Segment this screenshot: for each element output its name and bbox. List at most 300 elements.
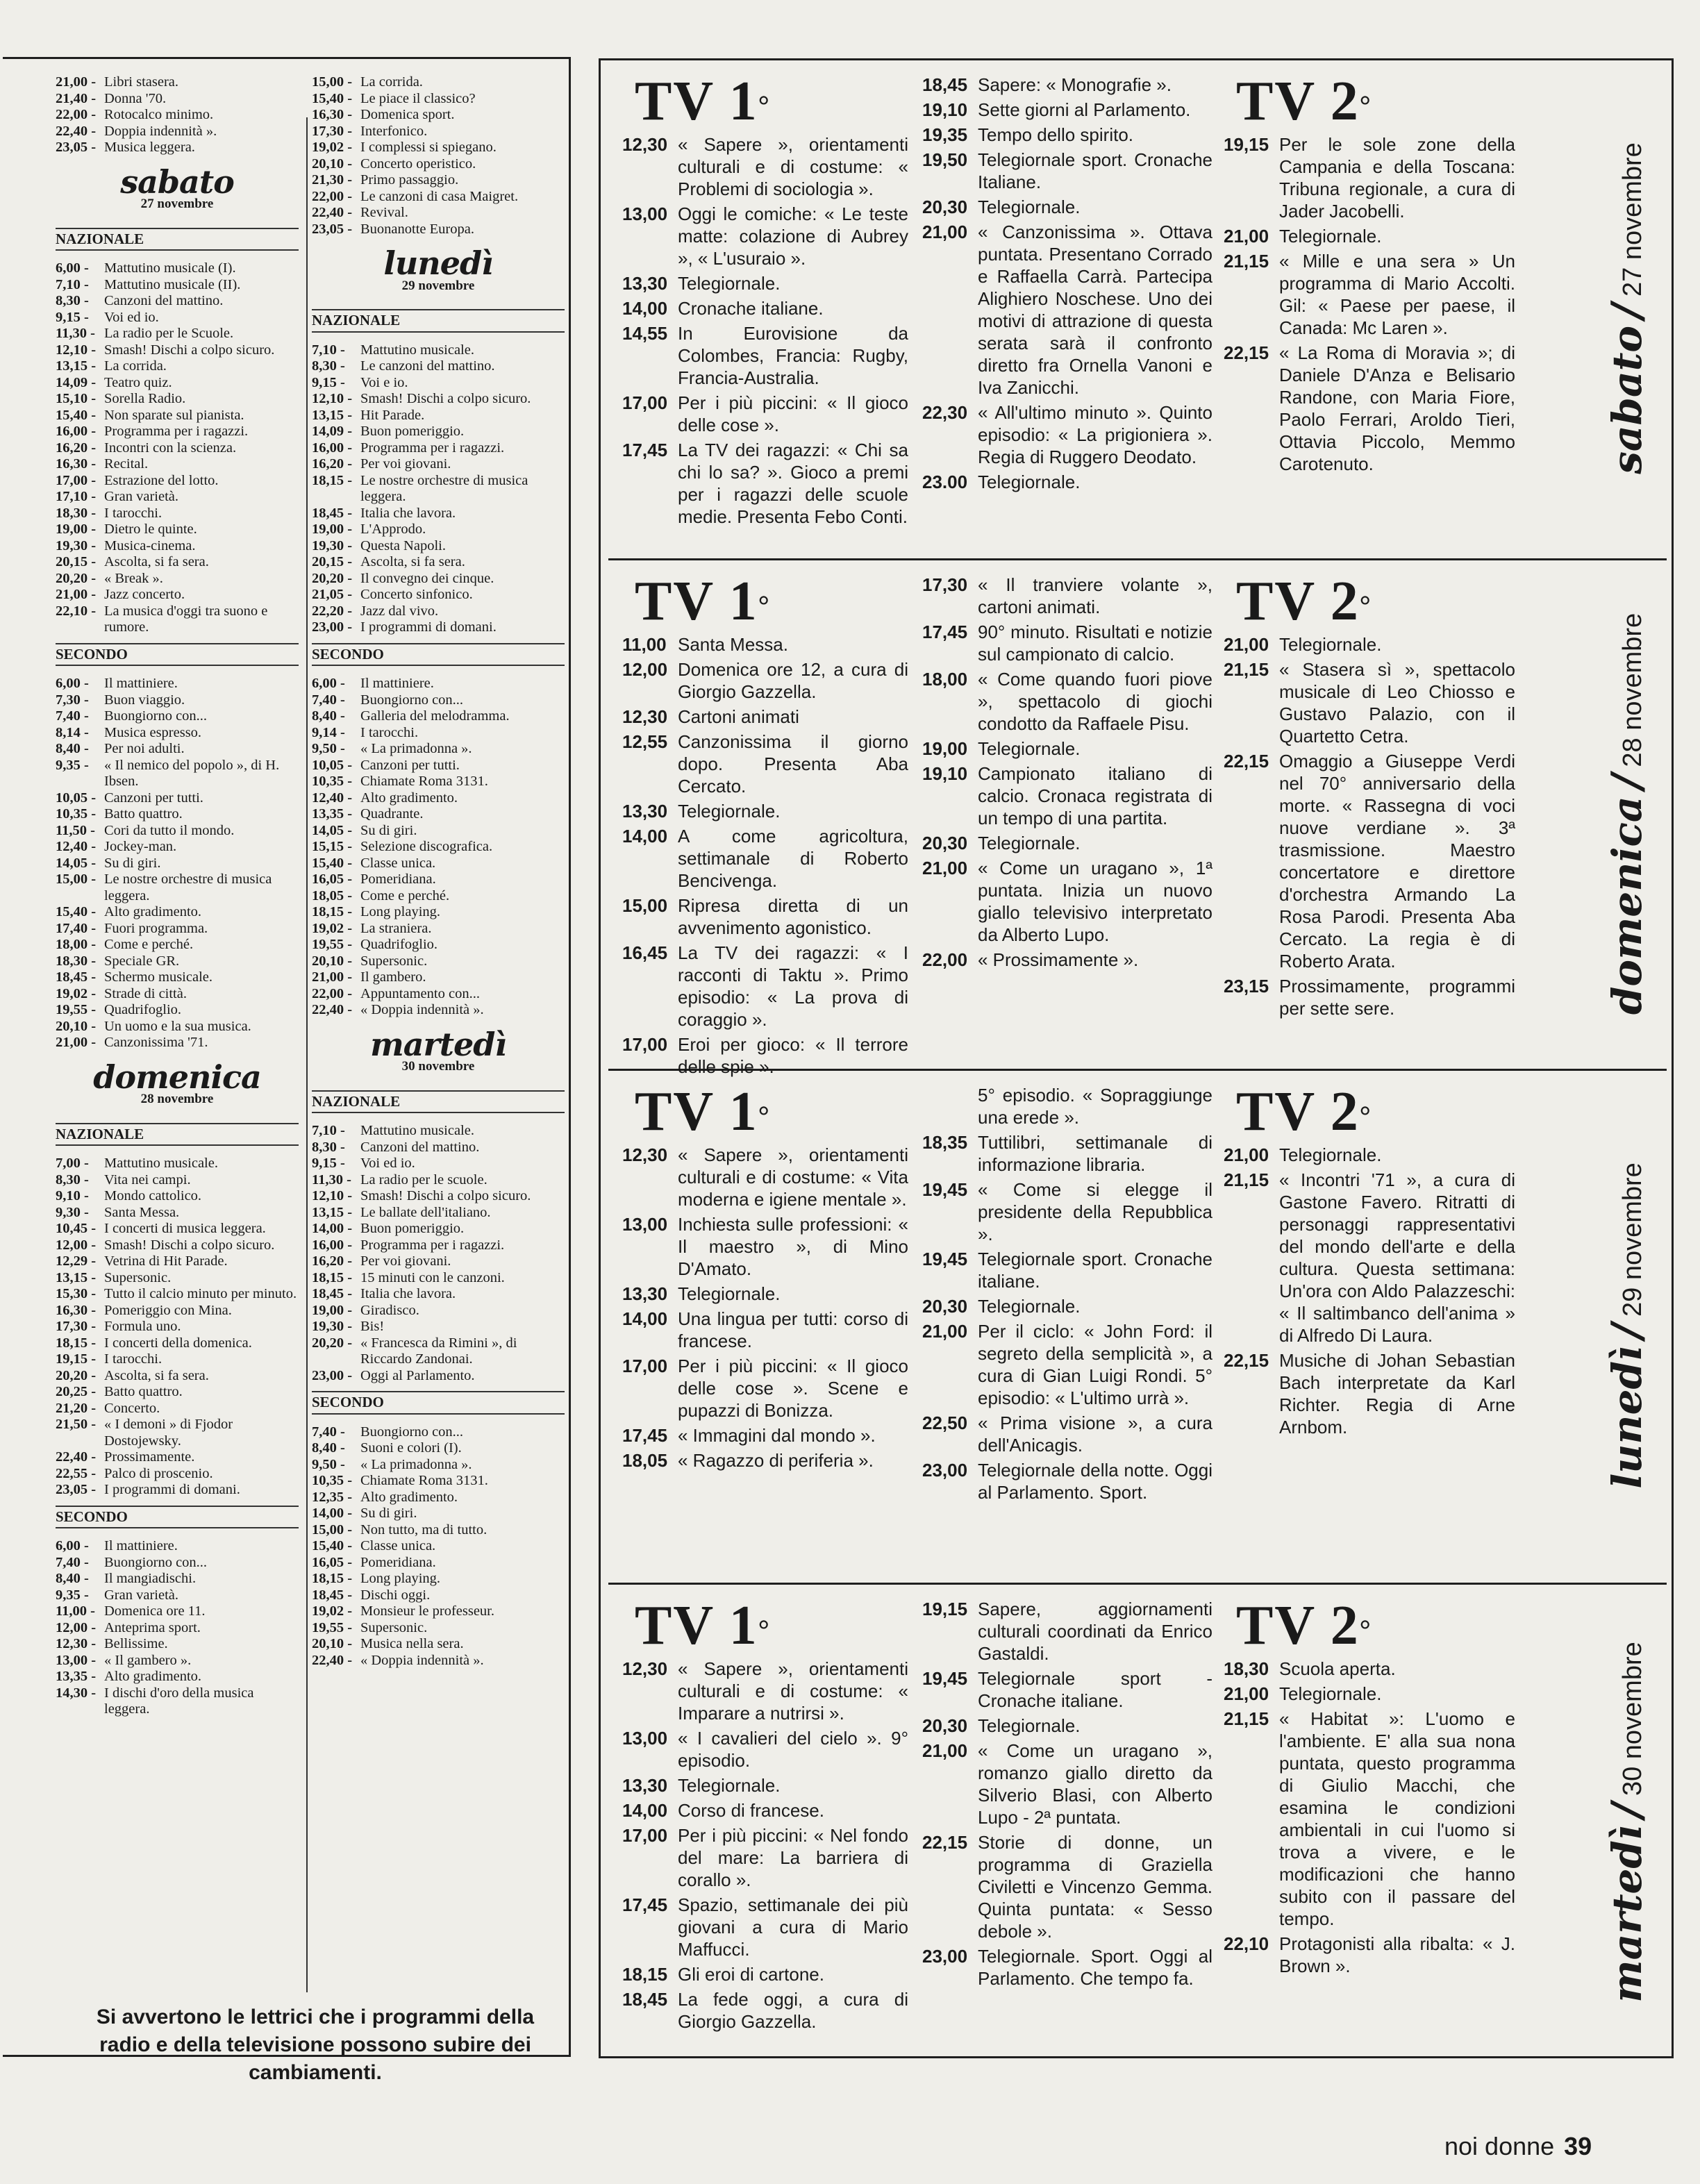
program-title: Le nostre orchestre di musica leggera. [360,472,528,504]
program-description: « Mille e una sera » Un programma di Mario Accolti. Gil: « Paese per paese, il Canada: Mc Laren ». [1279,251,1515,338]
time: 16,05 - [312,1554,353,1570]
day-heading: sabato [120,162,234,201]
time: 23.00 [922,472,968,492]
program-title: Jockey-man. [104,839,177,854]
program-title: I programmi di domani. [360,619,497,635]
program-title: Buon viaggio. [104,692,185,708]
time: 13,15 - [56,1269,97,1285]
program-title: Quadrante. [360,806,424,822]
program-title: Rotocalco minimo. [104,107,214,122]
radio-entry [56,489,299,506]
time: 21,00 - [56,1035,97,1050]
program-title: Teatro quiz. [104,374,172,390]
program-description: Telegiornale. [678,1775,781,1796]
tv-program-entry [1224,250,1515,339]
program-title: Supersonic. [360,1619,428,1635]
radio-entry [312,1286,565,1303]
tv-program-entry [622,1988,908,2033]
time: 11,00 - [56,1603,95,1619]
slash-divider: / [1603,1324,1652,1339]
radio-entry [56,326,299,342]
time: 19,02 - [312,920,353,936]
time: 9,15 - [56,309,89,325]
time: 21,00 - [312,969,353,985]
radio-entry [56,587,299,603]
time: 19,15 [922,1599,968,1619]
time: 15,15 - [312,839,353,854]
radio-entry [312,758,565,774]
program-title: Schermo musicale. [104,969,212,985]
program-title: Mattutino musicale. [104,1156,218,1171]
tv-program-entry [922,1412,1212,1456]
tv-program-entry [922,124,1212,146]
program-title: Non tutto, ma di tutto. [360,1522,488,1537]
time: 6,00 - [56,260,89,276]
tv-program-entry [922,621,1212,665]
tv-column-tv1b [922,1084,1212,1506]
time: 20,20 - [312,1335,353,1351]
time: 12,00 - [56,1237,97,1253]
program-description: « Incontri '71 », a cura di Gastone Favero. Ritratti di personaggi rappresentativi del mondo dell'arte e della cultura. Questa settimana: Un'ora con Aldo Palazzeschi: « Il saltimbanco dell'anima » di Alfredo Di Laura. [1279,1169,1515,1346]
program-description: Telegiornale della notte. Oggi al Parlamento. Sport. [978,1460,1212,1503]
program-description: Telegiornale. [978,738,1081,759]
radio-entry [56,358,299,375]
program-title: Prossimamente. [104,1449,195,1465]
program-title: Buonanotte Europa. [360,221,474,237]
program-description: Telegiornale. [978,1296,1081,1317]
program-description: « Come un uragano », 1ª puntata. Inizia un nuovo giallo televisivo interpretato da Alberto Lupo. [978,858,1212,945]
program-title: Voi ed io. [360,1156,415,1171]
time: 15,40 - [312,1538,353,1553]
time: 14,00 [622,1800,668,1821]
time: 7,10 - [312,1123,345,1138]
time: 22,40 - [312,205,353,220]
tv-program-entry [622,1963,908,1985]
program-title: Quadrifoglio. [360,937,438,952]
program-title: Batto quattro. [104,806,183,822]
program-description: « Ragazzo di periferia ». [678,1450,874,1471]
tv-program-entry [922,1459,1212,1503]
tv-program-entry [922,1831,1212,1942]
program-description: Tuttilibri, settimanale di informazione libraria. [978,1132,1212,1175]
radio-entry [312,1424,565,1441]
radio-entry [56,554,299,571]
program-title: Sorella Radio. [104,391,186,406]
radio-entry [312,823,565,840]
time: 16,00 - [312,440,353,456]
tv-column-tv1b [922,1598,1212,1992]
program-description: Sette giorni al Parlamento. [978,99,1191,120]
radio-entry [312,725,565,742]
program-title: Buongiorno con... [360,692,464,708]
day-label-vertical [1597,58,1657,558]
radio-entry [56,408,299,424]
time: 8,30 - [312,358,345,374]
day-date: 30 novembre [401,1059,475,1074]
radio-entry [312,1620,565,1637]
tv-column-tv2 [1224,571,1515,1022]
time: 22,15 [1224,342,1269,363]
time: 18,15 - [312,904,353,919]
program-title: Supersonic. [104,1269,172,1285]
time: 7,10 - [312,342,345,358]
program-title: Jazz concerto. [104,587,185,602]
radio-entry [56,953,299,970]
radio-entry [56,1351,299,1368]
tv-program-entry [622,439,908,528]
radio-entry [312,1002,565,1019]
program-title: Monsieur le professeur. [360,1603,494,1619]
time: 21,15 [1224,659,1269,680]
tv-program-entry [1224,750,1515,972]
channel-heading-tv1 [635,1595,908,1656]
time: 22,00 - [312,985,353,1001]
time: 12,10 - [56,342,97,358]
time: 16,30 - [56,1302,97,1318]
day-heading: lunedì [383,244,493,282]
time: 7,10 - [56,276,89,292]
radio-entry [56,1205,299,1222]
program-title: I dischi d'oro della musica leggera. [104,1685,254,1717]
program-title: Appuntamento con... [360,985,480,1001]
program-title: Oggi al Parlamento. [360,1367,475,1383]
program-description: La TV dei ragazzi: « I racconti di Taktu ». Primo episodio: « La prova di coraggio ». [678,942,908,1030]
day-date: 28 novembre [1618,612,1648,767]
program-title: Voi ed io. [104,309,159,325]
tv-program-entry [922,832,1212,854]
channel-name: TV 2 [1236,71,1360,132]
time: 8,40 - [312,708,345,724]
program-title: Le nostre orchestre di musica leggera. [104,872,272,903]
time: 18,30 - [56,953,97,969]
time: 23,00 [922,1946,968,1967]
radio-entry [56,986,299,1003]
program-title: Per noi adulti. [104,741,185,756]
channel-heading-tv1 [635,71,908,132]
time: 20,10 - [312,1636,353,1651]
time: 21,00 - [56,587,97,602]
radio-entry [312,74,565,91]
radio-entry [56,456,299,473]
radio-entry [56,571,299,587]
radio-entry [312,1156,565,1172]
time: 22,40 - [56,1449,97,1465]
program-description: « Canzonissima ». Ottava puntata. Presentano Corrado e Raffaella Carrà. Partecipa Alighiero Noschese. Uno dei motivi di attrazione di questa serata sarà il confronto diretto fra Ornella Vanoni e Iva Zanicchi. [978,222,1212,398]
time: 20,15 - [312,554,353,569]
time: 8,30 - [56,1172,89,1187]
time: 15,40 - [312,855,353,871]
program-description: « Sapere », orientamenti culturali e di costume: « Vita moderna e igiene mentale ». [678,1144,908,1210]
time: 15,00 - [56,872,97,887]
radio-entry [312,456,565,473]
program-description: Spazio, settimanale dei più giovani a cura di Mario Maffucci. [678,1894,908,1960]
radio-entry [56,1401,299,1417]
radio-entry [312,375,565,392]
radio-entry [56,856,299,872]
time: 10,35 - [312,1473,353,1488]
radio-entry [56,342,299,359]
program-title: La radio per le scuole. [360,1172,488,1187]
program-title: Italia che lavora. [360,1286,456,1301]
day-label-vertical [1597,1583,1657,2062]
program-description: Tempo dello spirito. [978,124,1133,145]
radio-entry [312,156,565,173]
radio-entry [312,222,565,238]
day-date: 28 novembre [140,1092,214,1106]
radio-entry [312,888,565,905]
radio-entry [312,124,565,140]
degree-mark: ° [1359,1100,1372,1131]
program-title: Selezione discografica. [360,839,493,854]
program-description: Telegiornale. [1279,634,1382,655]
radio-entry [56,1172,299,1189]
channel-heading-tv2 [1236,71,1515,132]
radio-entry [56,1221,299,1237]
program-title: Bellissime. [104,1636,168,1651]
program-title: Musica leggera. [104,140,195,155]
radio-entry [56,1555,299,1572]
program-title: Fuori programma. [104,920,208,936]
radio-entry [312,1440,565,1457]
time: 14,00 - [312,1506,353,1521]
column-divider [306,117,308,1992]
program-title: Libri stasera. [104,74,179,90]
time: 8,40 - [56,741,89,756]
program-description: Telegiornale sport. Cronache Italiane. [978,149,1212,192]
time: 19,02 - [312,1603,353,1619]
program-title: I complessi si spiegano. [360,140,497,155]
program-title: Vetrina di Hit Parade. [104,1253,228,1269]
program-description: Telegiornale. [678,801,781,822]
tv-program-entry [1224,1169,1515,1347]
time: 8,14 - [56,724,89,740]
program-title: Quadrifoglio. [104,1002,182,1017]
radio-entry [312,1123,565,1140]
program-description: Protagonisti alla ribalta: « J. Brown ». [1279,1933,1515,1976]
channel-name: TV 2 [1236,1595,1360,1656]
section-secondo: SECONDO [312,643,565,667]
program-title: Buon pomeriggio. [360,424,465,439]
channel-heading-tv1 [635,1081,908,1142]
radio-entry [56,1482,299,1499]
program-title: Tutto il calcio minuto per minuto. [104,1286,297,1301]
radio-entry [56,1466,299,1483]
program-title: Anteprima sport. [104,1619,201,1635]
time: 16,00 - [312,1237,353,1253]
radio-entry [56,1620,299,1637]
program-description: Telegiornale. [1279,1144,1382,1165]
radio-entry [312,1522,565,1539]
program-title: Smash! Dischi a colpo sicuro. [104,1237,275,1253]
time: 21,05 - [312,587,353,602]
time: 17,45 [622,1894,668,1915]
program-description: Telegiornale. [978,833,1081,853]
program-title: Buongiorno con... [360,1424,464,1440]
time: 18,45 - [312,505,353,521]
radio-entry [56,140,299,156]
time: 13,00 [622,203,668,224]
time: 20,15 - [56,554,97,569]
program-title: « La primadonna ». [360,1456,472,1472]
slash-divider: / [1603,774,1652,790]
slash-divider: / [1603,303,1651,319]
radio-entry [56,603,299,636]
time: 18,45 [622,1989,668,2010]
program-title: Su di giri. [104,855,161,871]
program-title: Canzoni del mattino. [360,1139,480,1155]
program-title: Le ballate dell'italiano. [360,1204,491,1220]
channel-name: TV 1 [635,1081,758,1142]
time: 14,00 [622,298,668,319]
time: 11,00 [622,634,667,655]
tv-program-entry [922,99,1212,121]
program-title: Ascolta, si fa sera. [104,554,209,569]
time: 9,10 - [56,1188,89,1203]
program-title: Interfonico. [360,123,428,139]
program-title: Canzoni per tutti. [360,757,460,773]
tv-column-tv2 [1224,71,1515,478]
time: 7,00 - [56,1156,89,1171]
day-label-vertical [1597,558,1657,1069]
program-description: Inchiesta sulle professioni: « Il maestro », di Mino D'Amato. [678,1214,908,1279]
time: 10,05 - [56,790,97,806]
time: 17,30 - [56,1319,97,1334]
channel-name: TV 1 [635,71,758,132]
program-title: « Francesca da Rimini », di Riccardo Zandonai. [360,1335,517,1367]
time: 12,29 - [56,1253,97,1269]
radio-entry [312,692,565,709]
time: 6,00 - [312,676,345,691]
program-description: « Come un uragano », romanzo giallo diretto da Silverio Blasi, con Alberto Lupo - 2ª puntata. [978,1740,1212,1828]
program-title: Mondo cattolico. [104,1188,202,1203]
time: 19,10 [922,99,968,120]
radio-entry [56,107,299,124]
program-description: La fede oggi, a cura di Giorgio Gazzella. [678,1989,908,2032]
program-title: La straniera. [360,920,432,936]
tv-program-entry [922,1084,1212,1128]
program-description: A come agricoltura, settimanale di Roberto Bencivenga. [678,826,908,891]
program-title: « Il nemico del popolo », di H. Ibsen. [104,757,280,789]
program-description: Canzonissima il giorno dopo. Presenta Aba Cercato. [678,731,908,797]
time: 21,00 [1224,1144,1269,1165]
time: 21,00 [922,1321,968,1342]
radio-entry [56,1002,299,1019]
time: 19,00 - [312,522,353,537]
section-nazionale: NAZIONALE [56,1123,299,1147]
tv-program-entry [622,1308,908,1352]
program-description: « Il tranviere volante », cartoni animati. [978,574,1212,617]
radio-entry [56,692,299,709]
program-title: Questa Napoli. [360,537,446,553]
time: 22,00 - [56,107,97,122]
program-title: Bis! [360,1319,385,1334]
day-date: 30 novembre [1618,1642,1647,1797]
program-description: Sapere: « Monografie ». [978,74,1172,95]
time: 14,09 - [56,374,97,390]
time: 22,15 [1224,751,1269,772]
day-date: 27 novembre [1618,142,1647,297]
program-description: « I cavalieri del cielo ». 9° episodio. [678,1728,908,1771]
radio-entry [56,1384,299,1401]
program-title: Buongiorno con... [104,1554,208,1570]
radio-entry [312,856,565,872]
radio-entry [312,91,565,108]
tv-program-entry [622,731,908,797]
program-title: Le canzoni di casa Maigret. [360,188,519,204]
time: 20,10 - [312,953,353,969]
tv-program-entry [622,272,908,294]
program-description: Telegiornale. [678,1283,781,1304]
time: 13,15 - [56,358,97,374]
time: 17,45 [622,1425,668,1446]
time: 13,15 - [312,407,353,423]
radio-entry [56,124,299,140]
radio-entry [312,1172,565,1189]
section-nazionale: NAZIONALE [312,309,565,333]
radio-entry [312,1603,565,1620]
time: 9,30 - [56,1204,89,1220]
program-title: Alto gradimento. [104,904,202,919]
program-title: Jazz dal vivo. [360,603,439,619]
program-title: La radio per le Scuole. [104,326,234,341]
time: 13,30 [622,273,668,294]
time: 23,00 [922,1460,968,1481]
tv-program-entry [922,221,1212,399]
day-heading: martedì [370,1025,506,1063]
program-description: Per il ciclo: « John Ford: il segreto della semplicità », a cura di Gian Luigi Rondi. 5° episodio: « L'ultimo urrà ». [978,1321,1212,1408]
program-description: Gli eroi di cartone. [678,1964,824,1985]
program-title: Smash! Dischi a colpo sicuro. [360,391,531,406]
time: 15,40 - [312,90,353,106]
radio-entry [312,969,565,986]
program-description: Per le sole zone della Campania e della Toscana: Tribuna regionale, a cura di Jader Jacobelli. [1279,134,1515,222]
radio-entry [312,986,565,1003]
radio-entry [312,1319,565,1335]
time: 17,00 - [56,472,97,488]
tv-program-entry [922,857,1212,946]
time: 19,02 - [312,140,353,155]
radio-entry [56,1538,299,1555]
program-title: « Break ». [104,570,163,586]
tv-program-entry [622,800,908,822]
radio-entry [56,790,299,807]
radio-entry [56,1587,299,1604]
program-title: Alto gradimento. [360,1489,458,1505]
radio-entry [312,1303,565,1319]
program-description: 5° episodio. « Sopraggiunge una erede ». [978,1085,1212,1128]
program-title: Classe unica. [360,855,436,871]
tv-program-entry [922,1740,1212,1828]
tv-program-entry [922,762,1212,829]
time: 20,30 [922,1715,968,1736]
program-title: I tarocchi. [104,505,162,521]
program-description: « Stasera sì », spettacolo musicale di Leo Chiosso e Gustavo Palazio, con il Quartetto Cetra. [1279,659,1515,747]
tv-program-entry [622,1894,908,1960]
radio-entry [56,1571,299,1587]
radio-entry [312,806,565,823]
tv-program-entry [622,1658,908,1724]
time: 12,00 - [56,1619,97,1635]
tv-program-entry [922,471,1212,493]
time: 14,05 - [56,855,97,871]
program-title: Domenica ore 11. [104,1603,206,1619]
program-title: Concerto operistico. [360,156,476,172]
day-date: 29 novembre [401,278,475,293]
tv-program-entry [622,297,908,319]
program-description: Per i più piccini: « Il gioco delle cose ». [678,392,908,435]
time: 21,50 - [56,1417,97,1432]
program-description: 90° minuto. Risultati e notizie sul campionato di calcio. [978,622,1212,665]
